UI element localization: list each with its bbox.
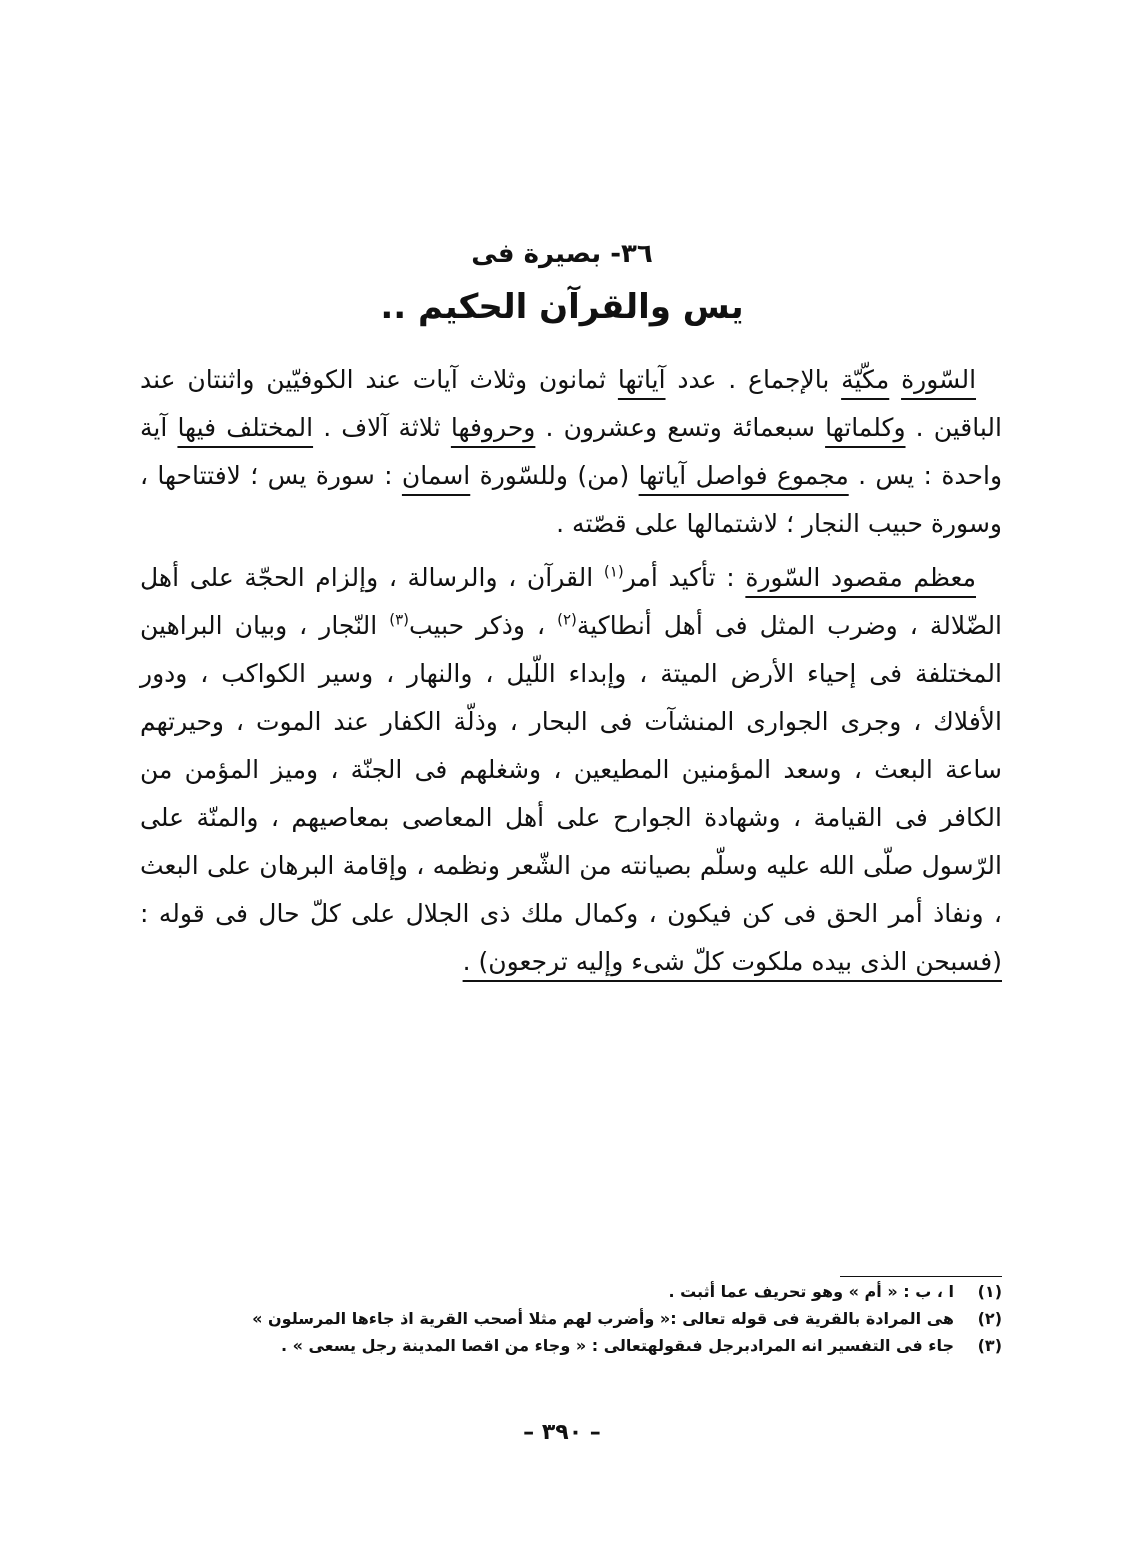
footnote-ref: (١) [603,562,624,581]
text-span: آياتها [617,365,666,394]
text-span: معظم مقصود السّورة [745,563,976,592]
footnote-text: ا ، ب : « أم » وهو تحريف عما أثبت . [668,1282,954,1301]
text-span: : سورة يس ؛ لافتتاحها ، وسورة حبيب النجار ؛ لاشتمالها على قصّته . [140,461,1002,538]
text-span: النّجار ، وبيان البراهين المختلفة فى إحياء الأرض الميتة ، وإبداء اللّيل ، والنهار ، وسير الكواكب ، ودور الأفلاك ، وجرى الجوارى المنشآت فى البحار ، وذلّة الكفار عند الموت ، وحيرتهم ساعة البعث ، وسعد المؤمنين المطيعين ، وشغلهم فى الجنّة ، وميز المؤمن من الكافر فى القيامة ، وشهادة الجوارح على أهل المعاصى بمعاصيهم ، والمنّة على الرّسول صلّى الله عليه وسلّم بصيانته من الشّعر ونظمه ، وإقامة البرهان على البعث ، ونفاذ أمر الحق فى كن فيكون ، وكمال ملك ذى الجلال على كلّ حال فى قوله : [140,611,1002,928]
chapter-title: يس والقرآن الحكيم .. [380,287,744,327]
paragraph-purpose [140,554,1002,986]
text-span: عدد [677,365,717,394]
text-span: مكّيّة [841,365,890,394]
text-span: اسمان [401,461,471,490]
text-span: القرآن ، والرسالة ، وإلزام الحجّة على أهل الضّلالة ، وضرب المثل فى أهل أنطاكية [140,563,1003,640]
text-span: سبعمائة وتسع وعشرون . [545,413,815,442]
text-span: المختلف فيها [177,413,314,442]
text-span: (من) وللسّورة [479,461,630,490]
text-span: مجموع فواصل آياتها [638,461,849,490]
footnote-text: هى المرادة بالقرية فى قوله تعالى :« وأضرب لهم مثلا أصحب القرية اذ جاءها المرسلون » [252,1309,954,1328]
text-span: (فسبحن الذى بيده ملكوت كلّ شىء وإليه ترجعون) . [462,947,1002,976]
footnote-ref: (٣) [389,610,409,629]
footnote-ref: (٢) [557,610,577,629]
text-span: ، وذكر حبيب [408,611,546,640]
paragraph-intro [140,356,1002,548]
chapter-number: ٣٦- بصيرة فى [471,239,653,269]
text-span: السّورة [901,365,977,394]
footnote [140,1307,1002,1330]
footnote [140,1334,1002,1357]
text-span: : تأكيد أمر [623,563,735,592]
footnote [140,1280,1002,1303]
text-span: بالإجماع . [728,365,830,394]
body-text [140,356,1002,992]
text-span: ثمانون وثلاث آيات عند الكوفيّين واثنتان عند الباقين . [140,365,1002,442]
text-span: ثلاثة آلاف . [323,413,441,442]
page-number: – ٣٩٠ – [523,1420,601,1445]
footnote-text: جاء فى التفسير انه المرادبرجل فىقولهتعالى : « وجاء من اقصا المدينة رجل يسعى » . [280,1336,954,1355]
footnote-number: (١) [977,1282,1002,1301]
footnotes [140,1280,1002,1361]
text-span: آية واحدة : يس . [140,413,1003,490]
text-span: وحروفها [450,413,536,442]
footnote-number: (٢) [977,1309,1002,1328]
footnote-divider [840,1276,1002,1277]
footnote-number: (٣) [977,1336,1002,1355]
text-span: وكلماتها [825,413,906,442]
